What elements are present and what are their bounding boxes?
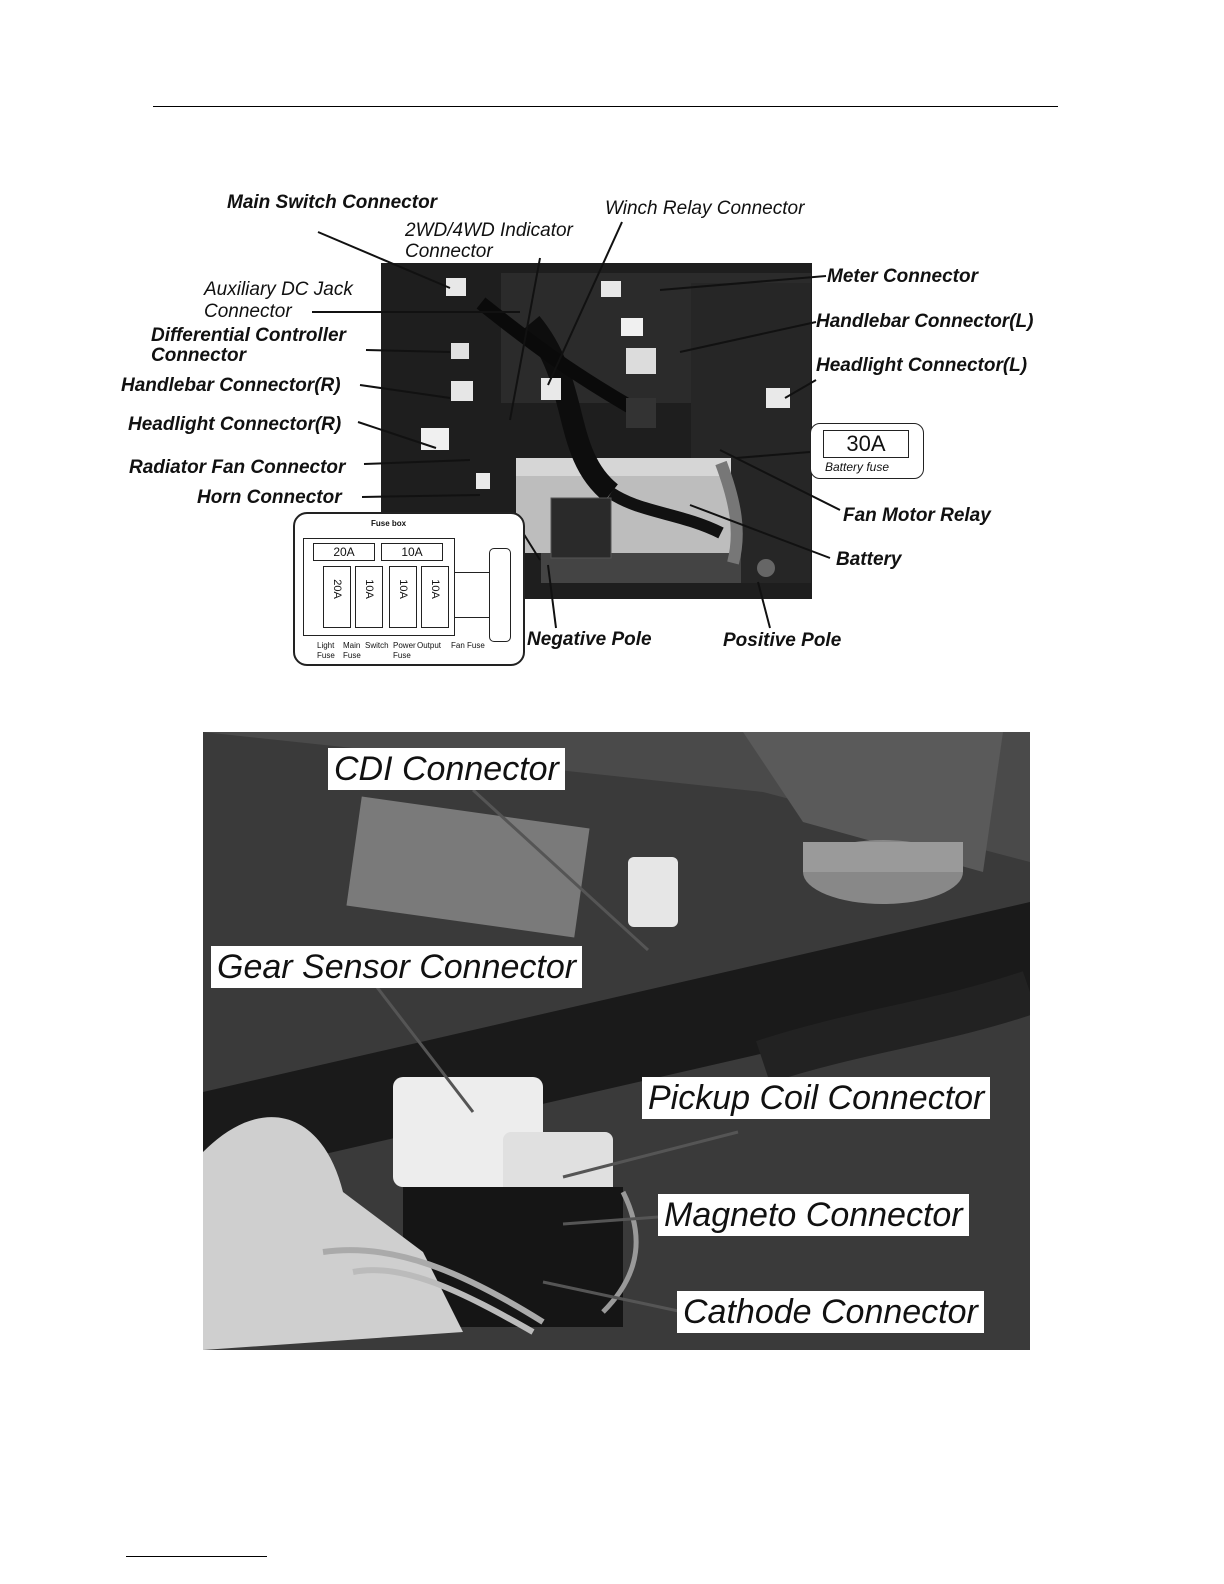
label-battery: Battery xyxy=(836,549,902,570)
label-fan-motor-relay: Fan Motor Relay xyxy=(843,505,991,526)
label-gear-sensor-connector: Gear Sensor Connector xyxy=(211,946,582,988)
fuse-top-rating: 20A xyxy=(313,543,375,561)
fuse-top-rating: 10A xyxy=(381,543,443,561)
fuse-box-tab xyxy=(489,548,511,642)
label-cathode-connector: Cathode Connector xyxy=(677,1291,984,1333)
label-2wd4wd-indicator-line1: 2WD/4WD Indicator xyxy=(405,220,573,241)
engine-connectors-photo xyxy=(203,732,1030,1350)
fuse-label-line: Fuse xyxy=(343,651,361,660)
label-2wd4wd-indicator-line2: Connector xyxy=(405,241,493,262)
fuse-slot-rating: 10A xyxy=(363,579,375,599)
label-headlight-connector-l: Headlight Connector(L) xyxy=(816,355,1028,376)
fuse-label-output xyxy=(417,641,441,651)
fuse-label-line: Fuse xyxy=(317,651,335,660)
fuse-slot-rating: 10A xyxy=(397,579,409,599)
fuse-label-power xyxy=(393,641,416,661)
fuse-box-bar xyxy=(455,572,490,618)
fuse-slot xyxy=(389,566,417,628)
fuse-slot xyxy=(421,566,449,628)
label-aux-dc-jack-line1: Auxiliary DC Jack xyxy=(204,279,353,300)
fuse-label-light xyxy=(317,641,335,661)
label-meter-connector: Meter Connector xyxy=(827,266,978,287)
fuse-slot-rating: 10A xyxy=(429,579,441,599)
engine-connectors-figure xyxy=(203,732,1030,1350)
wiring-diagram-figure xyxy=(0,0,1224,700)
label-horn-connector: Horn Connector xyxy=(197,487,342,508)
battery-fuse-rating: 30A xyxy=(823,430,909,458)
fuse-label-switch xyxy=(365,641,389,651)
battery-fuse-caption: Battery fuse xyxy=(825,460,890,474)
label-aux-dc-jack-line2: Connector xyxy=(204,301,292,322)
fuse-box-inset xyxy=(293,512,525,666)
label-differential-controller-line1: Differential Controller xyxy=(151,325,346,346)
label-magneto-connector: Magneto Connector xyxy=(658,1194,969,1236)
fuse-slot-rating: 20A xyxy=(331,579,343,599)
label-main-switch-connector: Main Switch Connector xyxy=(227,192,438,213)
label-handlebar-connector-l: Handlebar Connector(L) xyxy=(816,311,1034,332)
fuse-box-title: Fuse box xyxy=(371,519,407,528)
label-handlebar-connector-r: Handlebar Connector(R) xyxy=(121,375,341,396)
fuse-label-line: Fuse xyxy=(393,651,411,660)
fuse-label-line: Power xyxy=(393,641,416,650)
fuse-label-main xyxy=(343,641,361,661)
fuse-slot xyxy=(355,566,383,628)
label-differential-controller-line2: Connector xyxy=(151,345,246,366)
footer-rule xyxy=(126,1556,267,1557)
fuse-label-fan xyxy=(451,641,485,651)
fuse-slot xyxy=(323,566,351,628)
battery-fuse-inset xyxy=(810,423,924,479)
label-cdi-connector: CDI Connector xyxy=(328,748,565,790)
label-pickup-coil-connector: Pickup Coil Connector xyxy=(642,1077,990,1119)
label-positive-pole: Positive Pole xyxy=(723,630,842,651)
fuse-label-line: Fan Fuse xyxy=(451,641,485,650)
label-headlight-connector-r: Headlight Connector(R) xyxy=(128,414,342,435)
fuse-label-line: Switch xyxy=(365,641,389,650)
fuse-label-line: Main xyxy=(343,641,361,650)
fuse-label-line: Output xyxy=(417,641,442,650)
label-radiator-fan-connector: Radiator Fan Connector xyxy=(129,457,346,478)
label-negative-pole: Negative Pole xyxy=(527,629,652,650)
label-winch-relay-connector: Winch Relay Connector xyxy=(605,198,805,219)
fuse-label-line: Light xyxy=(317,641,335,650)
